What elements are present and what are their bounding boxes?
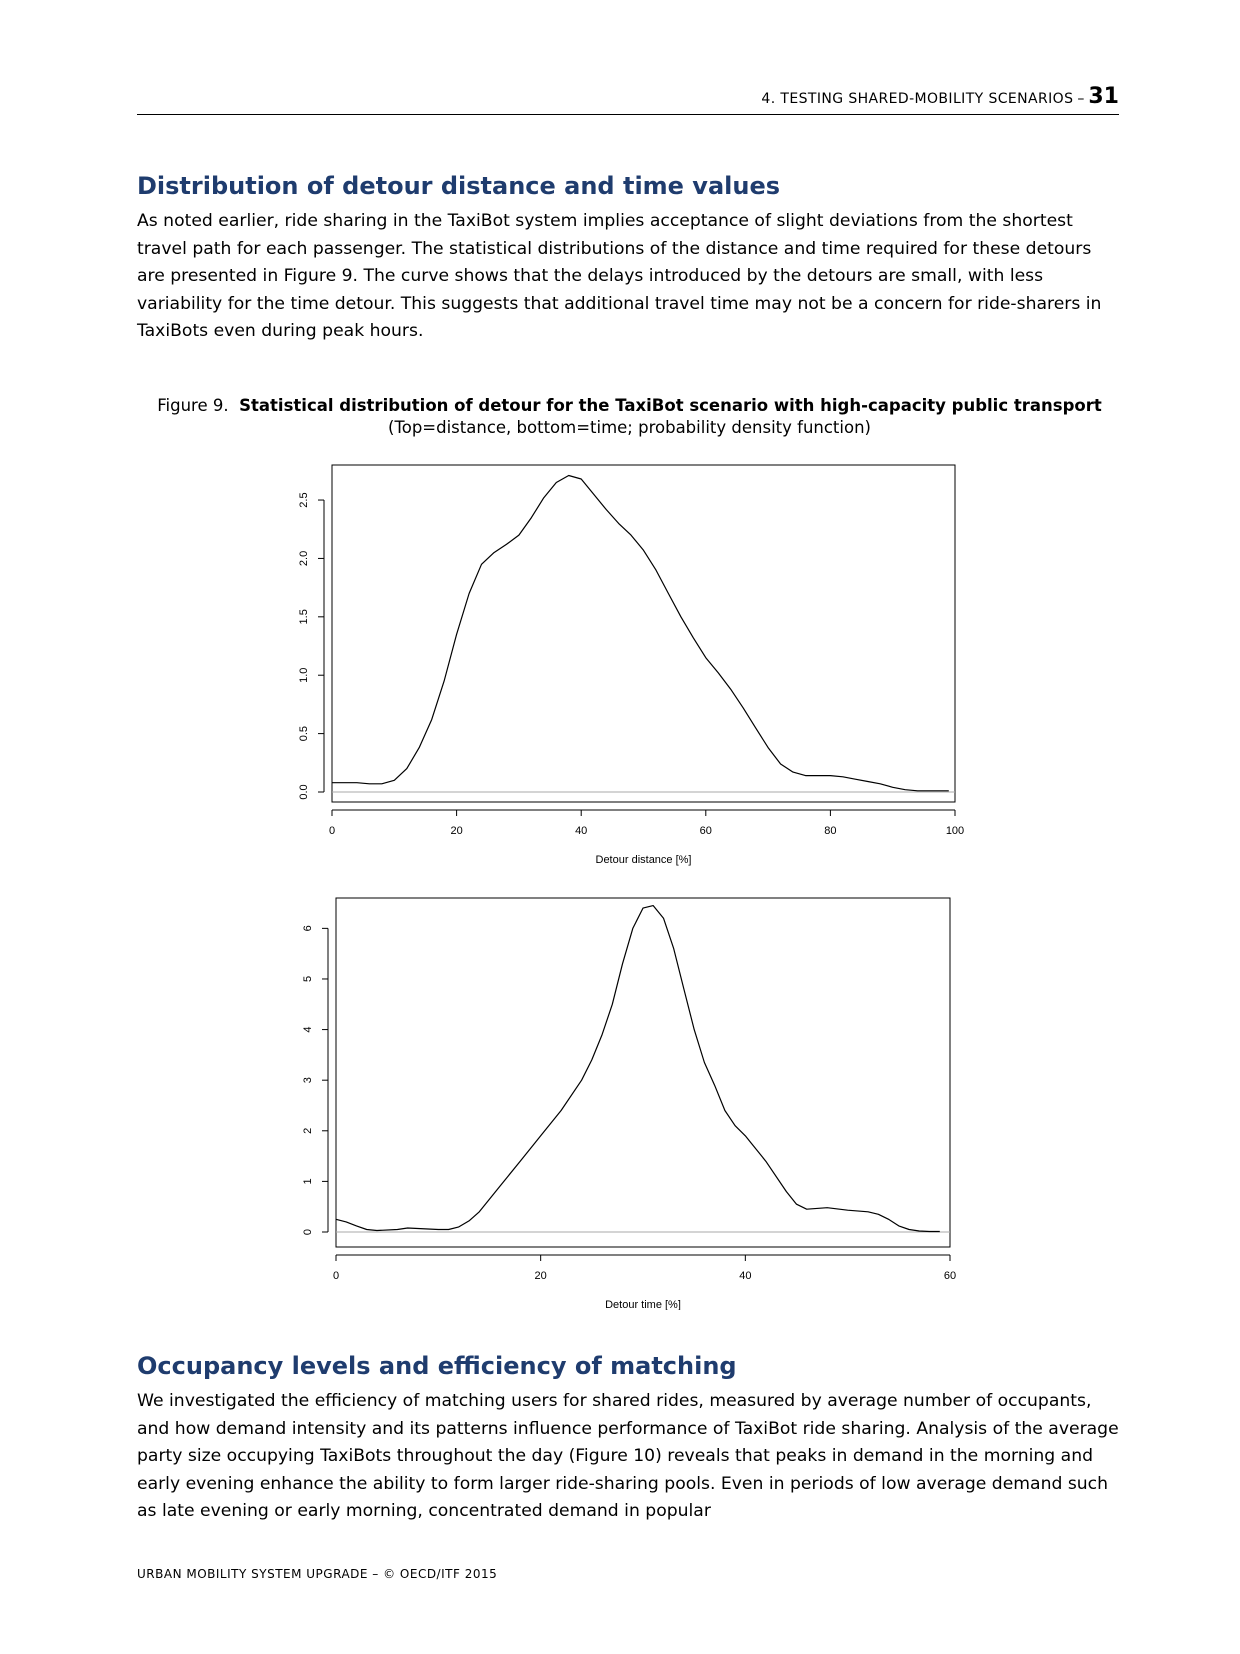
y-tick-label: 1.5 — [298, 609, 310, 625]
y-tick-label: 0.0 — [298, 784, 310, 800]
x-tick-label: 40 — [575, 825, 588, 837]
page-footer: URBAN MOBILITY SYSTEM UPGRADE – © OECD/ITF 2015 — [137, 1567, 498, 1581]
y-tick-label: 4 — [302, 1026, 314, 1033]
x-tick-label: 60 — [943, 1270, 957, 1282]
y-tick-label: 6 — [302, 925, 314, 932]
density-curve — [332, 476, 949, 791]
x-tick-label: 20 — [450, 825, 463, 837]
y-tick-label: 2.5 — [298, 492, 310, 508]
y-tick-label: 3 — [302, 1077, 314, 1084]
y-tick-label: 0 — [302, 1228, 314, 1236]
header-section-title: 4. TESTING SHARED-MOBILITY SCENARIOS — [761, 91, 1074, 107]
density-curve — [336, 906, 940, 1232]
section-heading-detour: Distribution of detour distance and time values — [137, 172, 781, 200]
body-paragraph-detour: As noted earlier, ride sharing in the TaxiBot system implies acceptance of slight deviations from the shortest travel path for each passenger. The statistical distributions of the distance and time required for these detours are presented in Figure 9. The curve shows that the delays introduced by the detours are small, with less variability for the time detour. This suggests that additional travel time may not be a concern for ride-sharers in TaxiBots even during peak hours. — [137, 211, 1102, 341]
figure-subtitle: (Top=distance, bottom=time; probability density function) — [388, 418, 871, 437]
x-tick-label: 80 — [824, 825, 837, 837]
body-paragraph-occupancy: We investigated the efficiency of matching users for shared rides, measured by average number of occupants, and how demand intensity and its patterns influence performance of TaxiBot ride sharing. Analysis of the average party size occupying TaxiBots throughout the day (Figure 10) reveals that peaks in demand in the morning and early evening enhance the ability to form larger ride-sharing pools. Even in periods of low average demand such as late evening or early morning, concentrated demand in popular — [137, 1391, 1119, 1521]
y-tick-label: 2.0 — [298, 550, 310, 567]
figure-title: Statistical distribution of detour for the TaxiBot scenario with high-capacity public transport — [239, 396, 1102, 415]
y-tick-label: 5 — [302, 975, 314, 983]
x-axis-title: Detour distance [%] — [595, 854, 692, 866]
header-separator: – — [1077, 91, 1085, 107]
x-tick-label: 0 — [332, 1270, 340, 1282]
plot-frame — [336, 898, 950, 1247]
y-tick-label: 1.0 — [298, 667, 310, 683]
x-tick-label: 100 — [945, 825, 965, 837]
x-tick-label: 20 — [534, 1270, 547, 1282]
plot-frame — [332, 465, 955, 802]
detour-distance-chart — [280, 455, 1000, 875]
detour-time-chart — [280, 890, 1000, 1310]
x-tick-label: 40 — [739, 1270, 752, 1282]
x-tick-label: 60 — [699, 825, 712, 837]
page-number: 31 — [1088, 84, 1119, 109]
y-tick-label: 1 — [302, 1178, 314, 1185]
y-tick-label: 2 — [302, 1127, 314, 1134]
y-tick-label: 0.5 — [298, 725, 310, 742]
x-tick-label: 0 — [328, 825, 336, 837]
section-heading-occupancy: Occupancy levels and efficiency of matching — [137, 1352, 737, 1380]
running-header — [137, 82, 1119, 115]
figure-caption — [137, 395, 1122, 439]
figure-label: Figure 9. — [157, 396, 229, 415]
x-axis-title: Detour time [%] — [605, 1299, 681, 1310]
